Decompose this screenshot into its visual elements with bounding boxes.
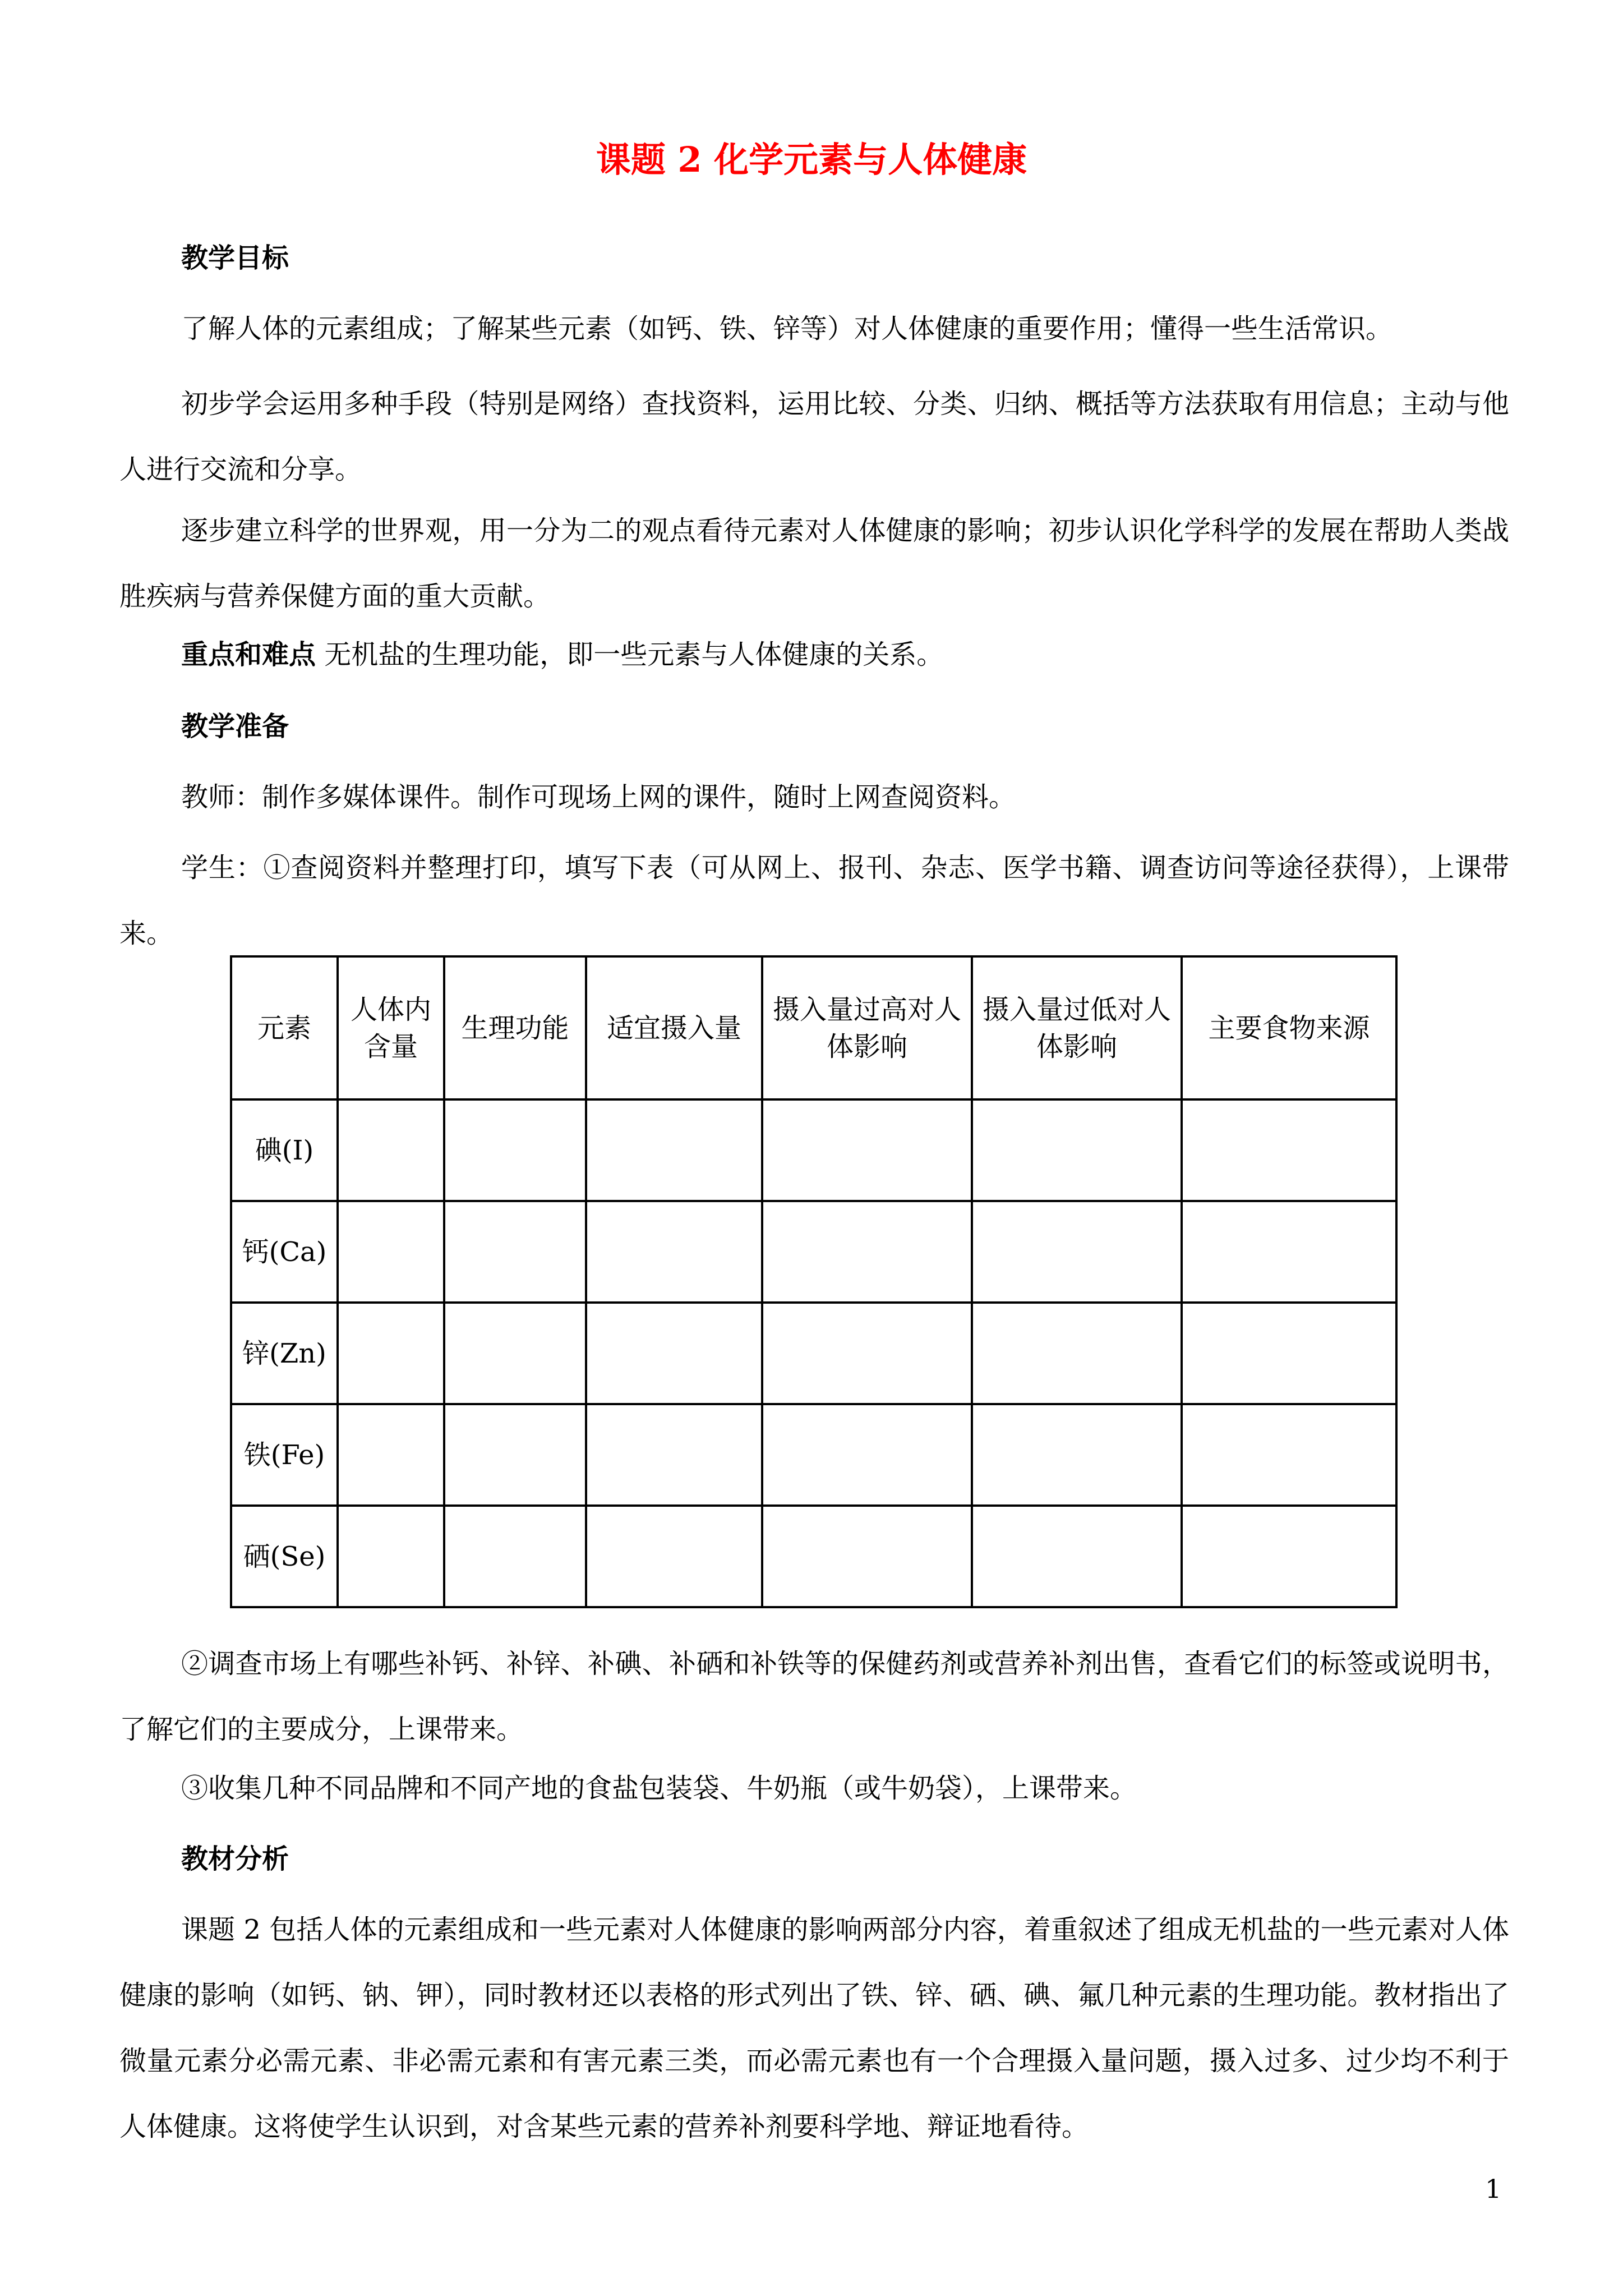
table-cell xyxy=(762,1404,972,1506)
after-table-paragraph-1: ②调查市场上有哪些补钙、补锌、补碘、补硒和补铁等的保健药剂或营养补剂出售，查看它们的标签或说明书，了解它们的主要成分，上课带来。 xyxy=(119,1648,1509,1745)
table-cell xyxy=(1182,1201,1396,1303)
table-header-cell: 主要食物来源 xyxy=(1182,956,1396,1099)
table-cell xyxy=(972,1099,1182,1201)
table-cell xyxy=(972,1506,1182,1607)
table-cell xyxy=(762,1303,972,1404)
element-name-cell: 锌(Zn) xyxy=(231,1303,338,1404)
table-cell xyxy=(972,1303,1182,1404)
table-cell xyxy=(1182,1404,1396,1506)
table-cell xyxy=(444,1303,586,1404)
table-cell xyxy=(1182,1303,1396,1404)
table-row xyxy=(231,1303,1396,1404)
element-name-cell: 钙(Ca) xyxy=(231,1201,338,1303)
table-cell xyxy=(338,1099,444,1201)
objectives-paragraph-2: 初步学会运用多种手段（特别是网络）查找资料，运用比较、分类、归纳、概括等方法获取有用信息；主动与他人进行交流和分享。 xyxy=(119,388,1509,485)
table-cell xyxy=(1182,1099,1396,1201)
table-cell xyxy=(338,1303,444,1404)
objectives-paragraph-3: 逐步建立科学的世界观，用一分为二的观点看待元素对人体健康的影响；初步认识化学科学的发展在帮助人类战胜疾病与营养保健方面的重大贡献。 xyxy=(119,515,1509,612)
table-cell xyxy=(972,1404,1182,1506)
table-cell xyxy=(586,1099,762,1201)
table-row xyxy=(231,1404,1396,1506)
table-cell xyxy=(1182,1506,1396,1607)
table-cell xyxy=(762,1201,972,1303)
table-header-cell: 摄入量过低对人体影响 xyxy=(972,956,1182,1099)
after-table-paragraph-2: ③收集几种不同品牌和不同产地的食盐包装袋、牛奶瓶（或牛奶袋），上课带来。 xyxy=(181,1773,1137,1804)
table-header-cell: 元素 xyxy=(231,956,338,1099)
table-cell xyxy=(586,1201,762,1303)
table-cell xyxy=(762,1099,972,1201)
keypoints-text: 无机盐的生理功能，即一些元素与人体健康的关系。 xyxy=(316,639,944,670)
element-name-cell: 碘(I) xyxy=(231,1099,338,1201)
element-name-cell: 硒(Se) xyxy=(231,1506,338,1607)
table-cell xyxy=(762,1506,972,1607)
prep-student-paragraph: 学生：①查阅资料并整理打印，填写下表（可从网上、报刊、杂志、医学书籍、调查访问等途径获得），上课带来。 xyxy=(119,852,1509,949)
table-header-cell: 摄入量过高对人体影响 xyxy=(762,956,972,1099)
prep-teacher-paragraph: 教师：制作多媒体课件。制作可现场上网的课件，随时上网查阅资料。 xyxy=(181,781,1016,813)
element-name-cell: 铁(Fe) xyxy=(231,1404,338,1506)
table-cell xyxy=(444,1506,586,1607)
objectives-heading: 教学目标 xyxy=(181,242,289,274)
table-cell xyxy=(338,1404,444,1506)
page-title: 课题 2 化学元素与人体健康 xyxy=(596,139,1027,180)
analysis-heading: 教材分析 xyxy=(181,1843,289,1875)
page-number: 1 xyxy=(1485,2174,1502,2204)
table-cell xyxy=(444,1404,586,1506)
table-cell xyxy=(338,1506,444,1607)
table-cell xyxy=(444,1201,586,1303)
element-table xyxy=(230,955,1398,1608)
keypoints-label: 重点和难点 xyxy=(181,639,316,670)
prep-heading: 教学准备 xyxy=(181,711,289,742)
objectives-paragraph-1: 了解人体的元素组成；了解某些元素（如钙、铁、锌等）对人体健康的重要作用；懂得一些生活常识。 xyxy=(181,313,1393,344)
table-cell xyxy=(586,1303,762,1404)
table-cell xyxy=(444,1099,586,1201)
table-header-cell: 适宜摄入量 xyxy=(586,956,762,1099)
table-cell xyxy=(586,1506,762,1607)
table-cell xyxy=(972,1201,1182,1303)
table-cell xyxy=(338,1201,444,1303)
table-header-row xyxy=(231,956,1396,1099)
analysis-paragraph: 课题 2 包括人体的元素组成和一些元素对人体健康的影响两部分内容，着重叙述了组成无机盐的一些元素对人体健康的影响（如钙、钠、钾），同时教材还以表格的形式列出了铁、锌、硒、碘、氟几种元素的生理功能。教材指出了微量元素分必需元素、非必需元素和有害元素三类，而必需元素也有一个合理摄入量问题，摄入过多、过少均不利于人体健康。这将使学生认识到，对含某些元素的营养补剂要科学地、辩证地看待。 xyxy=(119,1914,1509,2142)
table-header-cell: 人体内含量 xyxy=(338,956,444,1099)
keypoints-paragraph xyxy=(119,622,1509,688)
table-row xyxy=(231,1099,1396,1201)
table-row xyxy=(231,1201,1396,1303)
table-row xyxy=(231,1506,1396,1607)
table-cell xyxy=(586,1404,762,1506)
table-header-cell: 生理功能 xyxy=(444,956,586,1099)
